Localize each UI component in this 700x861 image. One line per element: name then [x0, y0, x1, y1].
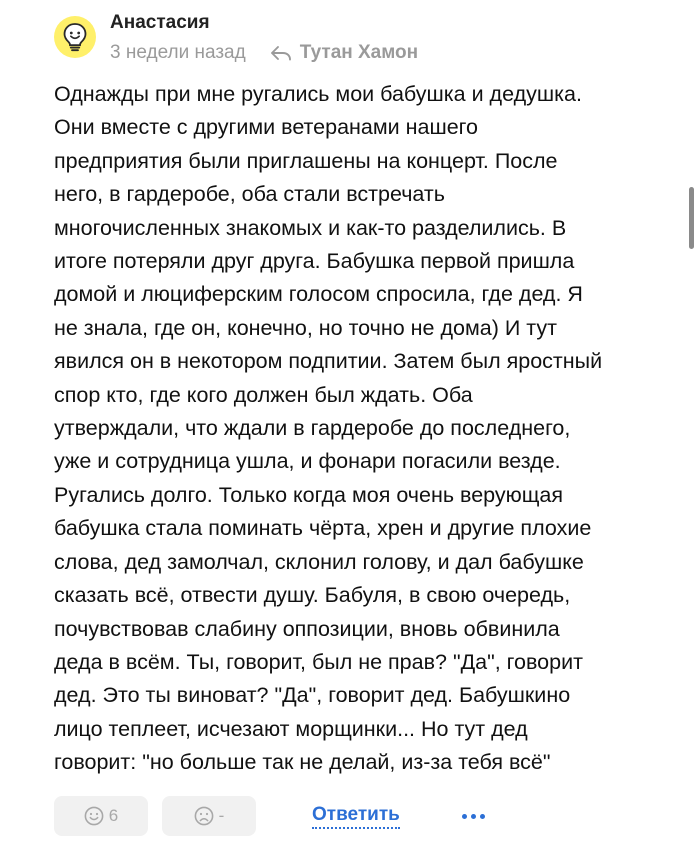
dislike-count: - — [218, 806, 225, 825]
comment-meta — [110, 42, 418, 64]
avatar[interactable] — [54, 16, 96, 58]
scrollbar[interactable] — [689, 187, 694, 249]
comment-actions — [54, 796, 489, 836]
ellipsis-icon[interactable] — [462, 796, 489, 836]
dislike-button[interactable] — [162, 796, 256, 836]
reply-to-author[interactable]: Тутан Хамон — [299, 42, 419, 63]
author-name[interactable]: Анастасия — [110, 12, 210, 33]
like-count: 6 — [108, 806, 119, 825]
frown-icon — [194, 806, 214, 826]
comment-text: Однажды при мне ругались мои бабушка и дедушка. Они вместе с другими ветеранами нашего предприятия были приглашены на концерт. После него, в гардеробе, оба стали встречать многочисленных знакомых и как-то разделились. В итоге потеряли друг друга. Бабушка первой пришла домой и люциферским голосом спросила, где дед. Я не знала, где он, конечно, но точно не дома) И тут явился он в некотором подпитии. Затем был яростный спор кто, где кого должен был ждать. Оба утверждали, что ждали в гардеробе до последнего, уже и сотрудница ушла, и фонари погасили везде. Ругались долго. Только когда моя очень верующая бабушка стала поминать чёрта, хрен и другие плохие слова, дед замолчал, склонил голову, и дал бабушке сказать всё, отвести душу. Бабуля, в свою очередь, почувствовав слабину оппозиции, вновь обвинила деда в всём. Ты, говорит, был не прав? "Да", говорит дед. Это ты виноват? "Да", говорит дед. Бабушкино лицо теплеет, исчезают морщинки... Но тут дед говорит: "но больше так не делай, из-за тебя всё" — [54, 82, 603, 775]
lightbulb-smile-icon — [60, 21, 90, 53]
reply-arrow-icon — [270, 45, 292, 61]
like-button[interactable] — [54, 796, 148, 836]
comment-time[interactable]: 3 недели назад — [110, 42, 246, 63]
reply-button[interactable]: Ответить — [312, 804, 400, 829]
smile-icon — [84, 806, 104, 826]
